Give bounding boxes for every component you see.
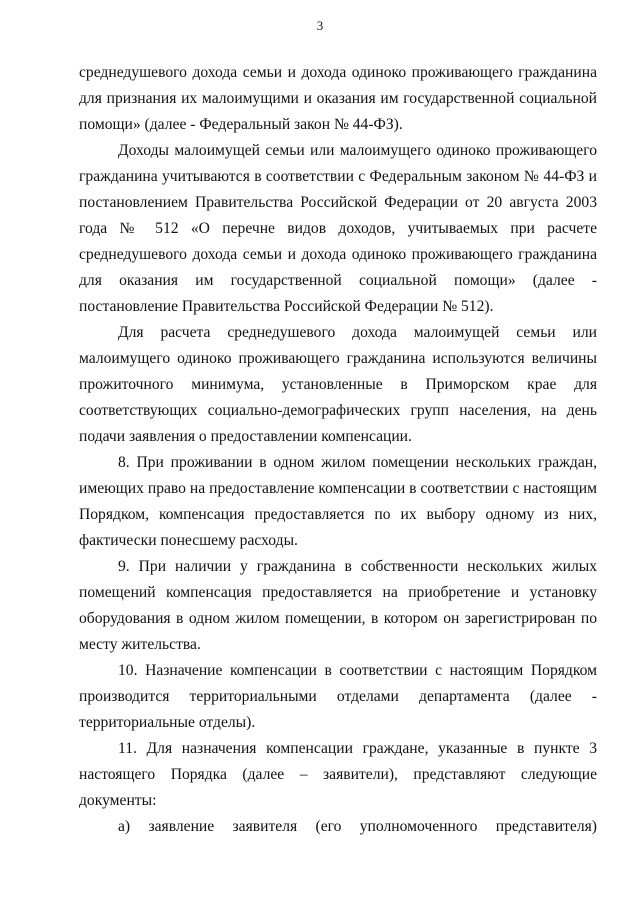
- paragraph-item-9: 9. При наличии у гражданина в собственности нескольких жилых помещений компенсация предоставляется на приобретение и установку оборудования в одном жилом помещении, в котором он зарегистрирован по месту жительства.: [79, 558, 597, 653]
- document-body: [79, 60, 597, 840]
- paragraph-item-8: 8. При проживании в одном жилом помещении нескольких граждан, имеющих право на предоставление компенсации в соответствии с настоящим Порядком, компенсация предоставляется по их выбору одному из них, фактически понесшему расходы.: [79, 454, 597, 549]
- paragraph-item-11a: а) заявление заявителя (его уполномоченного представителя): [118, 818, 597, 835]
- paragraph-continuation: среднедушевого дохода семьи и дохода одиноко проживающего гражданина для признания их малоимущими и оказания им государственной социальной помощи» (далее - Федеральный закон № 44-ФЗ).: [79, 64, 597, 133]
- paragraph-item-11: 11. Для назначения компенсации граждане, указанные в пункте 3 настоящего Порядка (далее – заявители), представляют следующие документы:: [79, 740, 597, 809]
- paragraph-item-10: 10. Назначение компенсации в соответствии с настоящим Порядком производится территориальными отделами департамента (далее - территориальные отделы).: [79, 662, 597, 731]
- paragraph-income-accounting: Доходы малоимущей семьи или малоимущего одиноко проживающего гражданина учитываются в соответствии с Федеральным законом № 44-ФЗ и постановлением Правительства Российской Федерации от 20 августа 2003 года № 512 «О перечне видов доходов, учитываемых при расчете среднедушевого дохода семьи и дохода одиноко проживающего гражданина для оказания им государственной социальной помощи» (далее - постановление Правительства Российской Федерации № 512).: [79, 142, 597, 315]
- paragraph-subsistence-minimum: Для расчета среднедушевого дохода малоимущей семьи или малоимущего одиноко проживающего гражданина используются величины прожиточного минимума, установленные в Приморском крае для соответствующих социально-демографических групп населения, на день подачи заявления о предоставлении компенсации.: [79, 324, 597, 445]
- page-number: 3: [316, 18, 324, 33]
